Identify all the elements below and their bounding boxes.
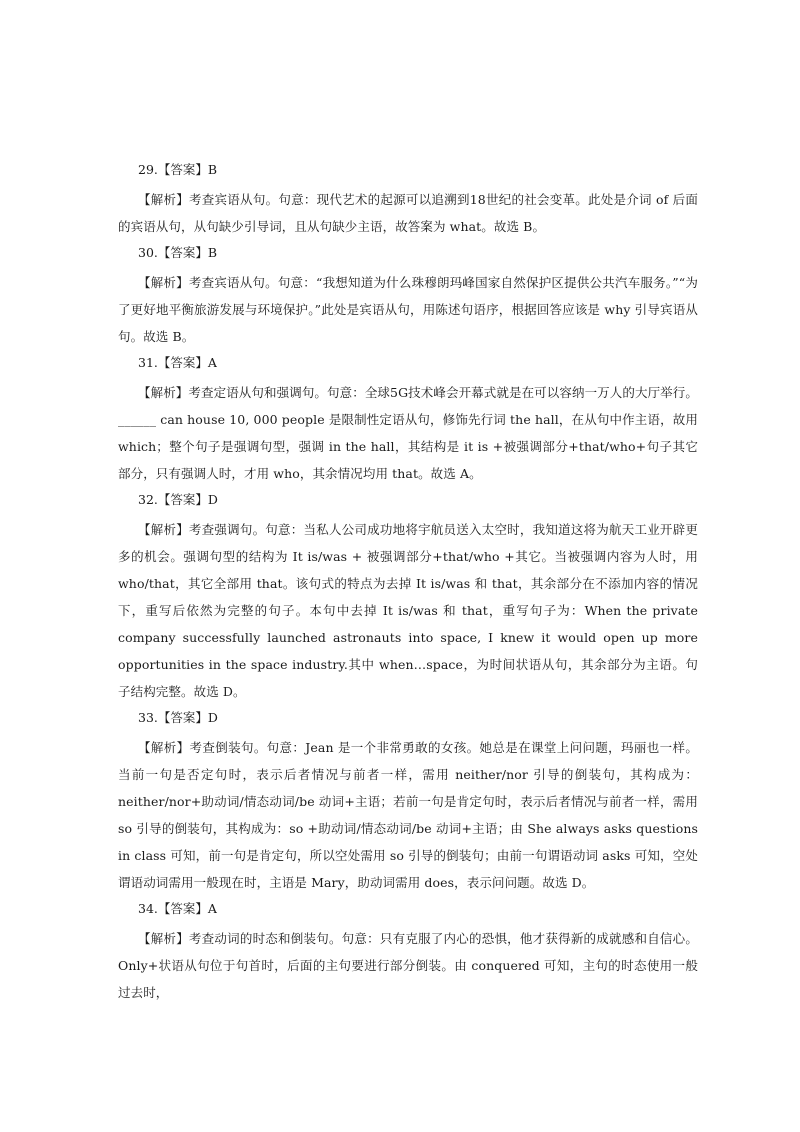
question-32 [118,490,698,705]
answer-line: 30.【答案】B [138,245,218,260]
answer-line: 32.【答案】D [138,492,218,507]
answer-line: 34.【答案】A [138,901,217,916]
analysis-paragraph: 【解析】考查动词的时态和倒装句。句意：只有克服了内心的恐惧，他才获得新的成就感和自信心。Only+状语从句位于句首时，后面的主句要进行部分倒装。由 conquered 可知，主句的时态使用一般过去时， [118,931,698,1000]
analysis-paragraph: 【解析】考查宾语从句。句意：现代艺术的起源可以追溯到18世纪的社会变革。此处是介词 of 后面的宾语从句，从句缺少引导词，且从句缺少主语，故答案为 what。故选 B。 [118,192,698,234]
answer-line: 33.【答案】D [138,710,218,725]
analysis-paragraph: 【解析】考查倒装句。句意：Jean 是一个非常勇敢的女孩。她总是在课堂上问问题，玛丽也一样。当前一句是否定句时，表示后者情况与前者一样，需用 neither/nor 引导的倒装句，其构成为：neither/nor+助动词/情态动词/be 动词+主语；若前一句是肯定句时，表示后者情况与前者一样，需用 so 引导的倒装句，其构成为：so +助动词/情态动词/be 动词+主语；由 She always asks questions in class 可知，前一句是肯定句，所以空处需用 so 引导的倒装句；由前一句谓语动词 asks 可知，空处谓语动词需用一般现在时，主语是 Mary，助动词需用 does，表示问问题。故选 D。 [118,740,698,890]
analysis-paragraph: 【解析】考查定语从句和强调句。句意：全球5G技术峰会开幕式就是在可以容纳一万人的大厅举行。______ can house 10, 000 people 是限制性定语从句，修饰先行词 the hall，在从句中作主语，故用 which；整个句子是强调句型，强调 in the hall，其结构是 it is +被强调部分+that/who+句子其它部分，只有强调人时，才用 who，其余情况均用 that。故选 A。 [118,385,698,481]
analysis-paragraph: 【解析】考查宾语从句。句意：“我想知道为什么珠穆朗玛峰国家自然保护区提供公共汽车服务。”“为了更好地平衡旅游发展与环境保护。”此处是宾语从句，用陈述句语序，根据回答应该是 why 引导宾语从句。故选 B。 [118,275,698,344]
question-33 [118,708,698,896]
answer-key-content [118,160,698,1009]
question-30 [118,243,698,350]
question-34 [118,899,698,1006]
question-29 [118,160,698,240]
analysis-paragraph: 【解析】考查强调句。句意：当私人公司成功地将宇航员送入太空时，我知道这将为航天工业开辟更多的机会。强调句型的结构为 It is/was + 被强调部分+that/who +其它。当被强调内容为人时，用 who/that，其它全部用 that。该句式的特点为去掉 It is/was 和 that，其余部分在不添加内容的情况下，重写后依然为完整的句子。本句中去掉 It is/was 和 that，重写句子为：When the private company successfully launched astronauts into space, I knew it would open up more opportunities in the space industry.其中 when…space，为时间状语从句，其余部分为主语。句子结构完整。故选 D。 [118,522,698,699]
answer-line: 29.【答案】B [138,162,218,177]
question-31 [118,353,698,487]
answer-line: 31.【答案】A [138,355,217,370]
